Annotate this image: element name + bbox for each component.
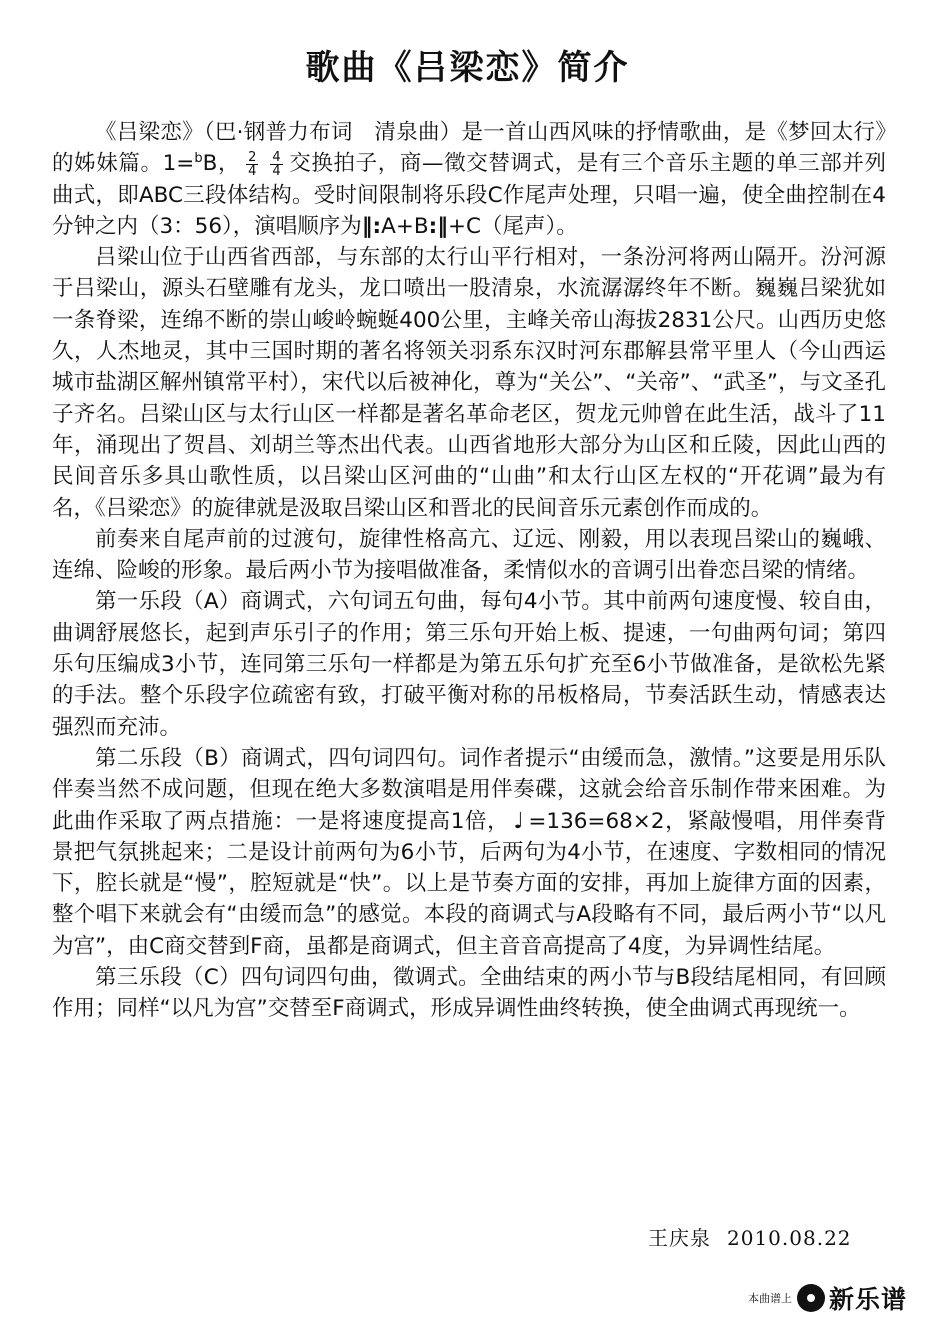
meter-denominator: 4 xyxy=(248,163,257,179)
flat-sign: b xyxy=(194,151,203,167)
intro-text: 《吕梁恋》（巴·钢普力布词 清泉曲）是一首山西风味的抒情歌曲，是《梦回太行》的姊妹篇。1= xyxy=(52,120,886,177)
meter-numerator: 4 xyxy=(272,149,281,165)
article-body xyxy=(52,117,886,1025)
author-name: 王庆泉 xyxy=(648,1226,711,1250)
intro-text-end: +C（尾声）。 xyxy=(448,213,578,239)
repeat-content: A+B xyxy=(381,213,429,239)
signature xyxy=(648,1222,852,1251)
paragraph-section-a: 第一乐段（A）商调式，六句词五句曲，每句4小节。其中前两句速度慢、较自由，曲调舒展悠长，起到声乐引子的作用；第三乐句开始上板、提速，一句曲两句词；第四乐句压编成3小节，连同第三乐句一样都是为第五乐句扩充至6小节做准备，是欲松先紧的手法。整个乐段字位疏密有致，打破平衡对称的吊板格局，节奏活跃生动，情感表达强烈而充沛。 xyxy=(52,589,886,740)
paragraph-section-c: 第三乐段（C）四句词四句曲，徵调式。全曲结束的两小节与B段结尾相同，有回顾作用；同样“以凡为宫”交替至F商调式，形成异调性曲终转换，使全曲调式再现统一。 xyxy=(52,965,886,1022)
footer-watermark xyxy=(748,1280,907,1316)
brand-logo-text: 新乐谱 xyxy=(829,1285,908,1314)
paragraph-section-b xyxy=(52,743,886,962)
watermark-prefix: 本曲谱上 xyxy=(748,1292,792,1305)
repeat-end-sign: :‖ xyxy=(428,213,448,239)
meter-numerator: 2 xyxy=(248,149,257,165)
section-b-text-continued: =136=68×2，紧敲慢唱，用伴奏背景把气氛挑起来；二是设计前两句为6小节，后两句为4小节，在速度、字数相同的情况下，腔长就是“慢”，腔短就是“快”。以上是节奏方面的安排，再加上旋律方面的因素，整个唱下来就会有“由缓而急”的感觉。本段的商调式与A段略有不同，最后两小节“以凡为宫”，由C商交替到F商，虽都是商调式，但主音音高提高了4度，为异调性结尾。 xyxy=(52,808,886,959)
key-note: B， xyxy=(202,151,241,177)
quarter-note-icon: ♩ xyxy=(513,808,525,834)
time-signature-4-4 xyxy=(270,151,282,178)
meter-denominator: 4 xyxy=(272,163,281,179)
section-b-text: 第二乐段（B）商调式，四句词四句。词作者提示“由缓而急，激情。”这要是用乐队伴奏当然不成问题，但现在绝大多数演唱是用伴奏碟，这就会给音乐制作带来困难。为此曲作采取了两点措施：一是将速度提高1倍， xyxy=(52,745,886,834)
intro-text-continued: 交换拍子，商—徵交替调式，是有三个音乐主题的单三部并列曲式，即ABC三段体结构。受时间限制将乐段C作尾声处理，只唱一遍，使全曲控制在4分钟之内（3：56），演唱顺序为 xyxy=(52,151,886,239)
paragraph-intro xyxy=(52,117,886,242)
paragraph-prelude: 前奏来自尾声前的过渡句，旋律性格高亢、辽远、刚毅，用以表现吕梁山的巍峨、连绵、险峻的形象。最后两小节为接唱做准备，柔情似水的音调引出眷恋吕梁的情绪。 xyxy=(52,526,886,584)
paragraph-lvliang-mountain: 吕梁山位于山西省西部，与东部的太行山平行相对，一条汾河将两山隔开。汾河源于吕梁山，源头石壁雕有龙头，龙口喷出一股清泉，水流潺潺终年不断。巍巍吕梁犹如一条脊梁，连绵不断的崇山峻岭蜿蜒400公里，主峰关帝山海拔2831公尺。山西历史悠久，人杰地灵，其中三国时期的著名将领关羽系东汉时河东郡解县常平里人（今山西运城市盐湖区解州镇常平村），宋代以后被神化，尊为“关公”、“关帝”、“武圣”，与文圣孔子齐名。吕梁山区与太行山区一样都是著名革命老区，贺龙元帅曾在此生活，战斗了11年，涌现出了贺昌、刘胡兰等杰出代表。山西省地形大部分为山区和丘陵，因此山西的民间音乐多具山歌性质，以吕梁山区河曲的“山曲”和太行山区左权的“开花调”最为有名，《吕梁恋》的旋律就是汲取吕梁山区和晋北的民间音乐元素创作而成的。 xyxy=(52,245,886,521)
vinyl-disc-icon xyxy=(797,1284,825,1312)
time-signature-2-4 xyxy=(246,151,258,178)
signature-date: 2010.08.22 xyxy=(727,1226,852,1250)
page-title: 歌曲《吕梁恋》简介 xyxy=(305,48,630,88)
repeat-start-sign: ‖: xyxy=(361,213,382,239)
